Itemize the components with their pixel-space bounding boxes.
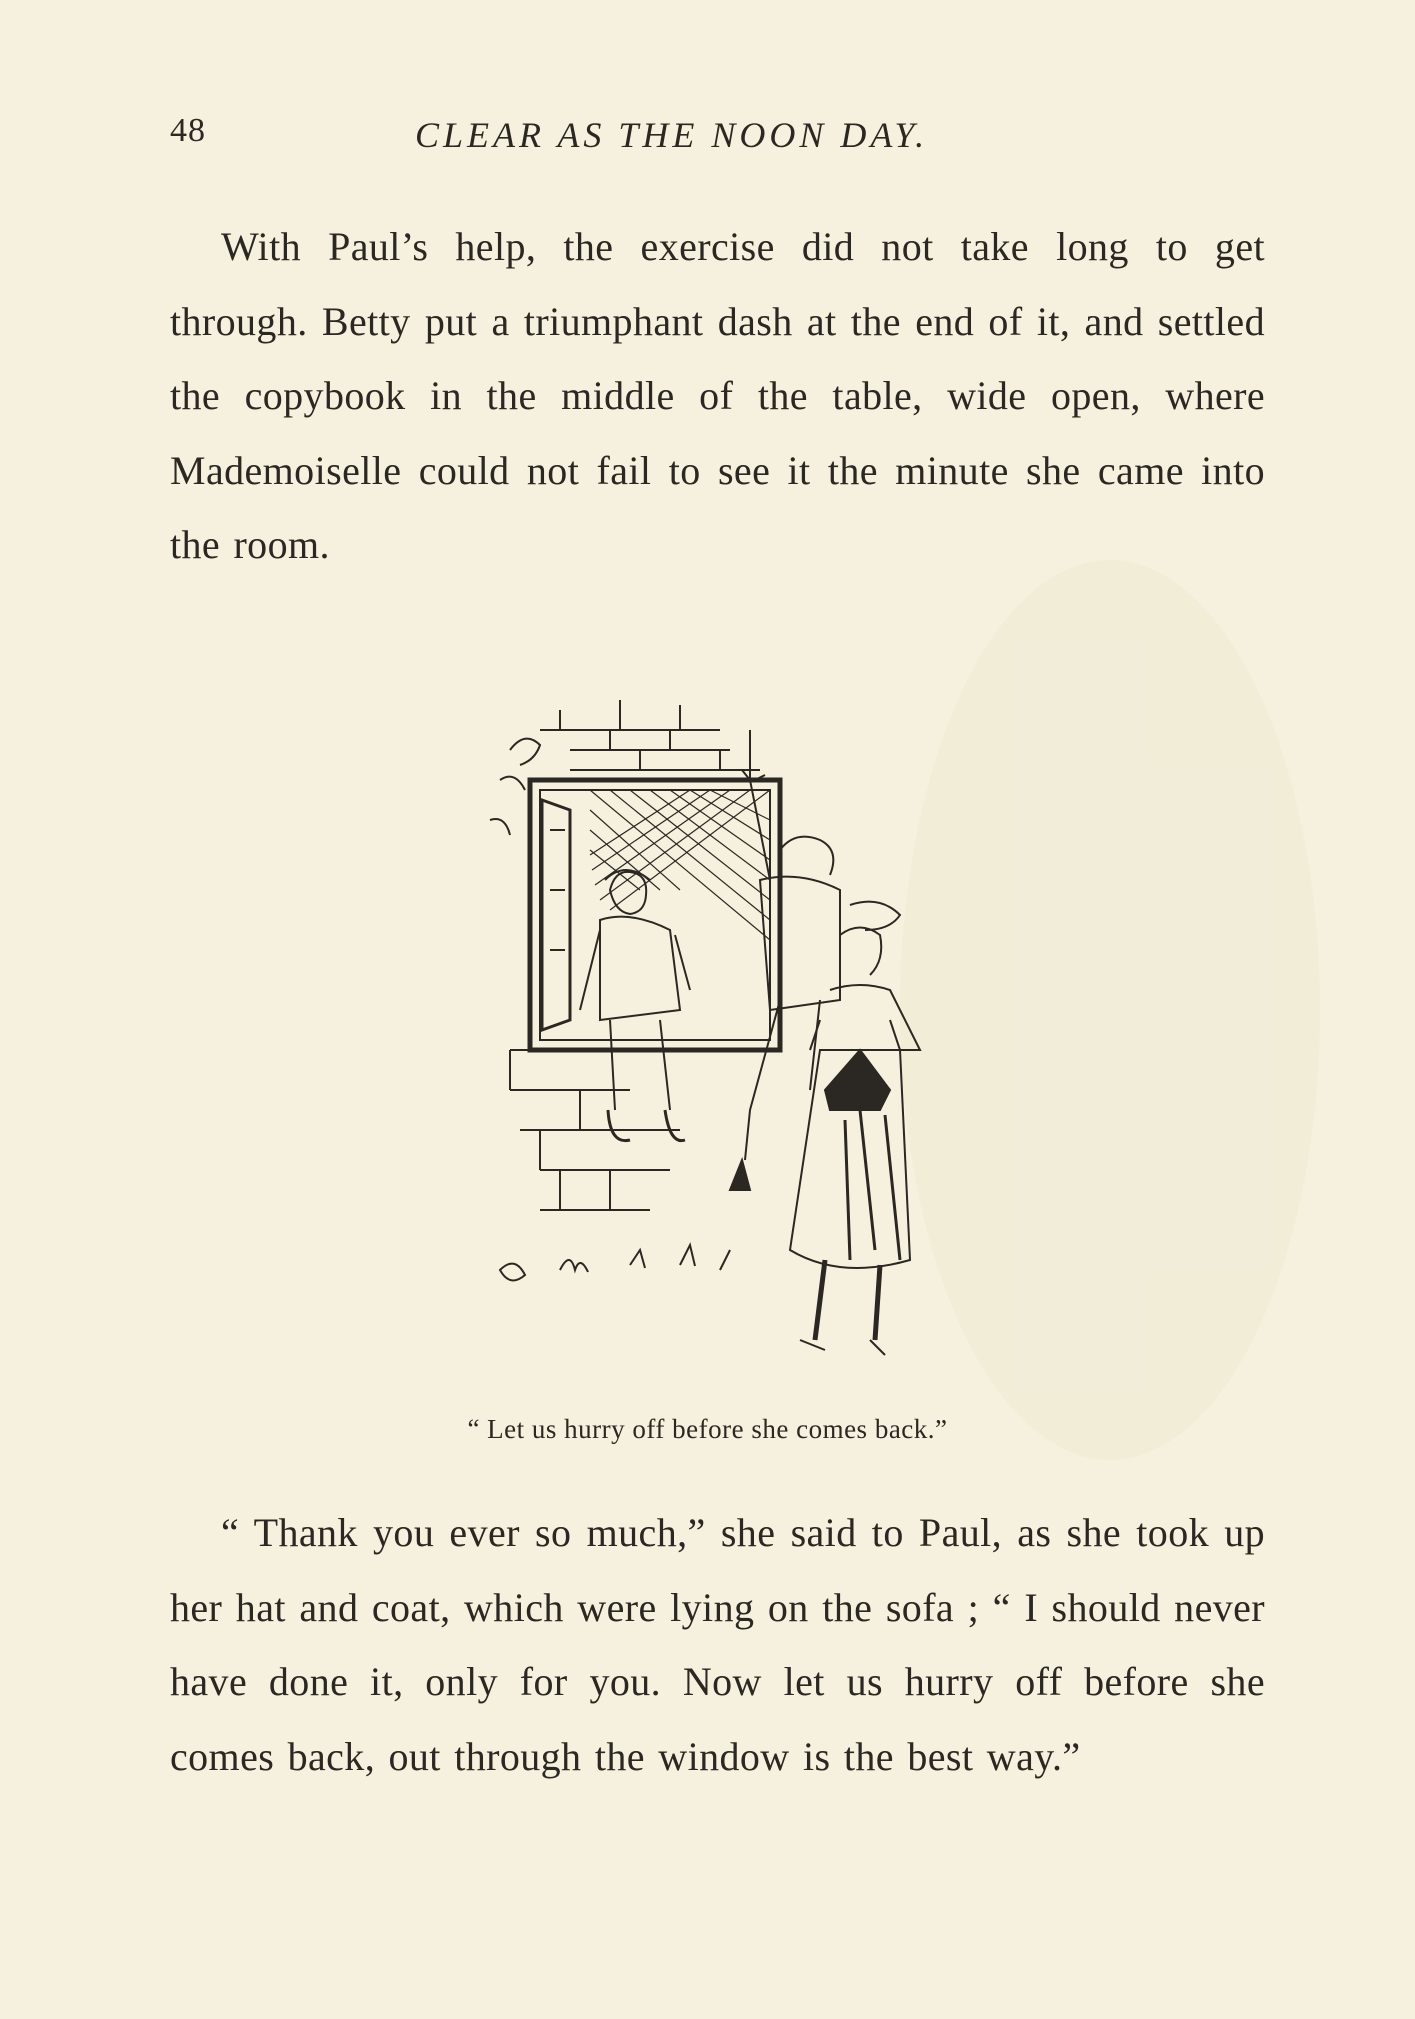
paragraph-2: “ Thank you ever so much,” she said to Paul, as she took up her hat and coat, which were lying on the sofa ; “ I should never have done it, only for you. Now let us hurry off before she comes back, out through the window is the best way.” [170, 1510, 1265, 1779]
running-head: CLEAR AS THE NOON DAY. [415, 115, 929, 155]
paragraph-1: With Paul’s help, the exercise did not take long to get through. Betty put a triumphant dash at the end of it, and settled the copybook in the middle of the table, wide open, where Mademoiselle could not fail to see it the minute she came into the room. [170, 224, 1265, 567]
page-number: 48 [170, 112, 206, 149]
illustration-caption: “ Let us hurry off before she comes back.” [467, 1414, 948, 1444]
page-stain [900, 560, 1320, 1460]
page-header [170, 112, 1270, 162]
illustration [480, 690, 960, 1380]
